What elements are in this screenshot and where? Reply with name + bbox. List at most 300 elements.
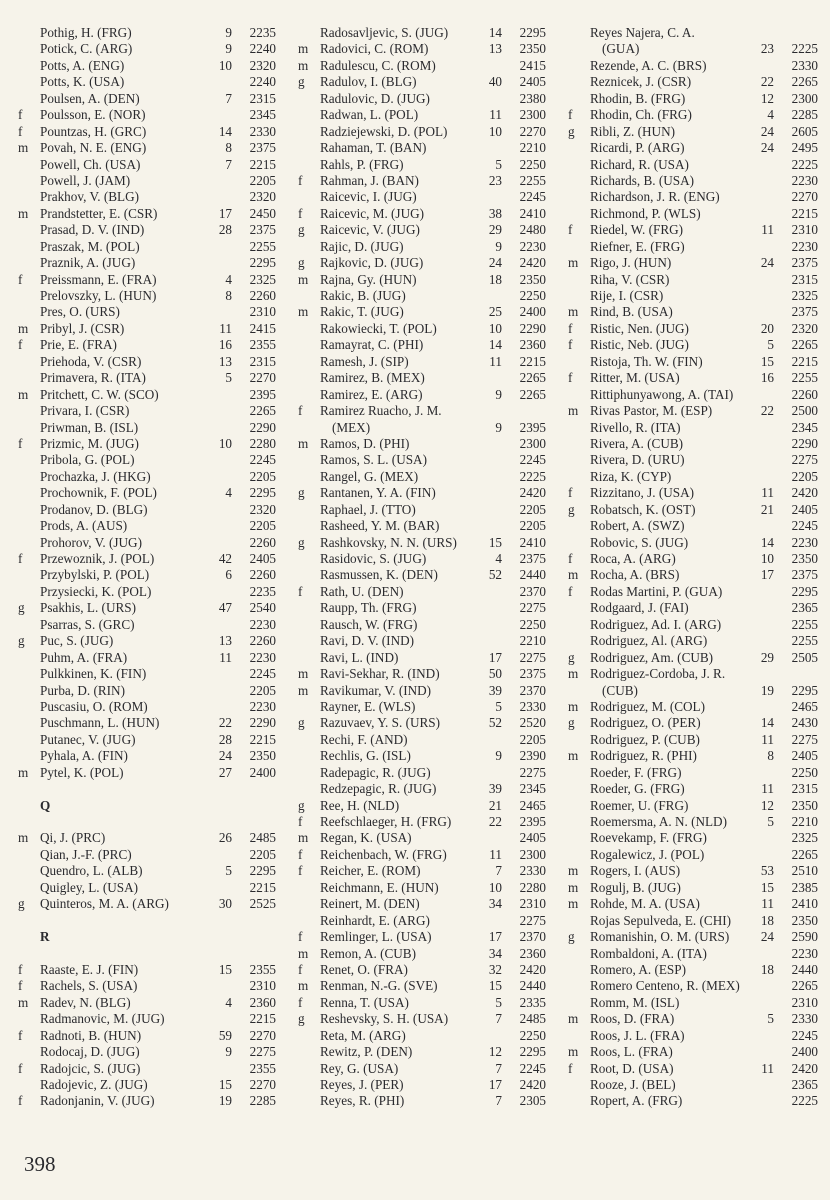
games-count: 7 <box>495 1093 502 1109</box>
rating: 2250 <box>519 1027 546 1043</box>
player-name: Rocha, A. (BRS) <box>590 567 680 583</box>
player-entry <box>298 798 546 814</box>
games-count: 5 <box>225 370 232 386</box>
rating: 2375 <box>249 222 276 238</box>
rating: 2415 <box>519 57 546 73</box>
player-entry <box>568 140 818 156</box>
player-entry <box>18 1093 276 1109</box>
player-entry <box>18 173 276 189</box>
player-entry <box>568 370 818 386</box>
player-entry <box>18 387 276 403</box>
player-entry <box>18 58 276 74</box>
player-name: Rodriguez, O. (PER) <box>590 715 701 731</box>
player-entry <box>298 91 546 107</box>
rating: 2400 <box>791 1044 818 1060</box>
games-count: 11 <box>761 731 774 747</box>
player-entry <box>298 337 546 353</box>
player-entry <box>568 1011 818 1027</box>
rating: 2250 <box>519 288 546 303</box>
title-prefix: m <box>568 879 579 895</box>
title-prefix: m <box>568 255 579 271</box>
player-name: Radepagic, R. (JUG) <box>320 764 431 780</box>
player-entry <box>568 272 818 288</box>
player-name: Radnoti, B. (HUN) <box>40 1027 142 1043</box>
rating: 2370 <box>519 682 546 698</box>
player-name: Ricardi, P. (ARG) <box>590 140 685 156</box>
player-name: Ritter, M. (USA) <box>590 370 680 386</box>
games-count: 17 <box>488 1077 502 1092</box>
games-count: 29 <box>488 222 502 238</box>
games-count: 34 <box>488 945 502 961</box>
player-name: Radziejewski, D. (POL) <box>320 123 448 139</box>
rating: 2270 <box>791 189 818 205</box>
player-entry <box>18 91 276 107</box>
games-count: 24 <box>760 929 774 945</box>
player-entry <box>298 502 546 518</box>
player-name: Pothig, H. (FRG) <box>40 25 132 40</box>
player-entry <box>568 847 818 863</box>
rating: 2310 <box>791 222 818 238</box>
rating: 2205 <box>519 518 546 534</box>
player-entry <box>298 157 546 173</box>
player-name: Raupp, Th. (FRG) <box>320 600 417 616</box>
title-prefix: m <box>298 271 309 287</box>
rating: 2345 <box>519 781 546 797</box>
player-entry <box>568 929 818 945</box>
rating: 2485 <box>519 1011 546 1027</box>
rating: 2320 <box>249 57 276 73</box>
rating: 2440 <box>791 961 818 977</box>
player-name: Roos, D. (FRA) <box>590 1011 675 1027</box>
player-entry <box>18 255 276 271</box>
player-name: Radwan, L. (POL) <box>320 107 419 123</box>
rating: 2295 <box>519 25 546 40</box>
title-prefix: m <box>568 666 579 682</box>
player-entry <box>568 798 818 814</box>
player-name: Ree, H. (NLD) <box>320 797 400 813</box>
player-name: Radovici, C. (ROM) <box>320 41 429 57</box>
player-name: Rodriguez, M. (COL) <box>590 698 706 714</box>
player-name: Rittiphunyawong, A. (TAI) <box>590 386 734 402</box>
player-entry <box>568 699 818 715</box>
column-1 <box>18 25 276 1110</box>
player-entry <box>568 222 818 238</box>
player-entry <box>18 140 276 156</box>
games-count: 22 <box>760 74 774 90</box>
rating: 2315 <box>249 90 276 106</box>
player-name: Rahaman, T. (BAN) <box>320 140 427 156</box>
title-prefix: m <box>18 764 29 780</box>
rating: 2510 <box>791 863 818 879</box>
rating: 2275 <box>519 649 546 665</box>
spacer <box>18 814 276 830</box>
player-name: Root, D. (USA) <box>590 1060 674 1076</box>
player-name: Richmond, P. (WLS) <box>590 205 701 221</box>
player-entry <box>298 666 546 682</box>
games-count: 11 <box>761 222 774 238</box>
title-prefix: m <box>568 896 579 912</box>
column-3 <box>568 25 818 1110</box>
player-name: Qi, J. (PRC) <box>40 830 106 846</box>
player-entry <box>568 124 818 140</box>
player-entry <box>18 765 276 781</box>
player-name: Richards, B. (USA) <box>590 172 695 188</box>
title-prefix: m <box>568 698 579 714</box>
rating: 2365 <box>791 1077 818 1092</box>
rating: 2270 <box>249 1077 276 1092</box>
games-count: 17 <box>488 929 502 945</box>
player-entry <box>298 781 546 797</box>
player-entry <box>298 107 546 123</box>
title-prefix: m <box>18 386 29 402</box>
rating: 2495 <box>791 140 818 156</box>
player-name: Przewoznik, J. (POL) <box>40 551 155 566</box>
player-entry <box>18 666 276 682</box>
player-name: Romanishin, O. M. (URS) <box>590 929 730 945</box>
games-count: 12 <box>488 1044 502 1060</box>
rating: 2525 <box>249 896 276 912</box>
games-count: 13 <box>218 353 232 369</box>
title-prefix: f <box>298 961 303 977</box>
player-name: Reta, M. (ARG) <box>320 1027 406 1043</box>
player-entry <box>568 107 818 123</box>
games-count: 18 <box>760 961 774 977</box>
player-name: Reichenbach, W. (FRG) <box>320 846 447 862</box>
title-prefix: m <box>298 978 309 994</box>
games-count: 24 <box>218 748 232 764</box>
player-name: Rhodin, Ch. (FRG) <box>590 107 692 123</box>
title-prefix: g <box>18 600 25 616</box>
player-name: Rakic, B. (JUG) <box>320 288 406 303</box>
player-entry <box>298 699 546 715</box>
player-name: Radulov, I. (BLG) <box>320 74 417 90</box>
player-entry <box>568 617 818 633</box>
games-count: 17 <box>760 567 774 583</box>
games-count: 23 <box>488 172 502 188</box>
player-name: Rakowiecki, T. (POL) <box>320 320 437 336</box>
games-count: 53 <box>760 863 774 879</box>
rating: 2365 <box>791 600 818 616</box>
rating: 2265 <box>791 978 818 994</box>
rating: 2315 <box>791 271 818 287</box>
games-count: 14 <box>760 715 774 731</box>
rating: 2290 <box>791 435 818 451</box>
games-count: 8 <box>225 288 232 303</box>
title-prefix: g <box>568 501 575 517</box>
player-name: Prods, A. (AUS) <box>40 518 128 534</box>
player-name: Rasmussen, K. (DEN) <box>320 567 438 583</box>
player-entry <box>568 1093 818 1109</box>
player-entry <box>18 222 276 238</box>
player-entry <box>18 715 276 731</box>
player-entry <box>568 1077 818 1093</box>
player-name: Quigley, L. (USA) <box>40 879 139 895</box>
player-name: Renna, T. (USA) <box>320 994 409 1010</box>
rating: 2420 <box>519 255 546 271</box>
player-entry <box>568 962 818 978</box>
player-entry <box>18 683 276 699</box>
player-entry <box>568 469 818 485</box>
player-name: Rodriguez, Ad. I. (ARG) <box>590 616 722 632</box>
title-prefix: m <box>18 830 29 846</box>
player-name: Radmanovic, M. (JUG) <box>40 1011 165 1027</box>
title-prefix: m <box>568 567 579 583</box>
player-name: Remon, A. (CUB) <box>320 945 416 961</box>
games-count: 11 <box>761 1060 774 1076</box>
spacer <box>18 913 276 929</box>
player-name: Powell, J. (JAM) <box>40 172 131 188</box>
player-name: Roeder, G. (FRG) <box>590 781 685 797</box>
rating: 2275 <box>519 600 546 616</box>
rating: 2225 <box>791 41 818 57</box>
rating: 2400 <box>519 304 546 320</box>
player-entry <box>18 206 276 222</box>
player-entry <box>18 157 276 173</box>
rating: 2245 <box>791 518 818 534</box>
player-name: Rodas Martini, P. (GUA) <box>590 583 723 599</box>
player-entry-continuation <box>568 683 818 699</box>
rating: 2420 <box>519 1077 546 1092</box>
rating: 2215 <box>249 879 276 895</box>
player-name: Psarras, S. (GRC) <box>40 616 135 632</box>
player-name: Redzepagic, R. (JUG) <box>320 781 437 797</box>
title-prefix: f <box>298 583 303 599</box>
games-count: 22 <box>218 715 232 731</box>
rating: 2265 <box>519 370 546 386</box>
title-prefix: f <box>298 863 303 879</box>
player-name: Ristic, Nen. (JUG) <box>590 320 689 336</box>
player-name: Pytel, K. (POL) <box>40 764 124 780</box>
rating: 2395 <box>519 419 546 435</box>
title-prefix: f <box>568 551 573 566</box>
games-count: 26 <box>218 830 232 846</box>
player-entry <box>298 617 546 633</box>
player-name: Reinert, M. (DEN) <box>320 896 420 912</box>
rating: 2405 <box>791 501 818 517</box>
player-entry <box>298 272 546 288</box>
player-entry <box>298 748 546 764</box>
player-entry <box>18 518 276 534</box>
player-name: Roos, J. L. (FRA) <box>590 1027 685 1043</box>
player-name: Poulsen, A. (DEN) <box>40 90 140 106</box>
player-name: Ravi-Sekhar, R. (IND) <box>320 666 440 682</box>
player-entry <box>298 1093 546 1109</box>
title-prefix: f <box>568 370 573 386</box>
player-name: Potick, C. (ARG) <box>40 41 133 57</box>
player-name: Ribli, Z. (HUN) <box>590 123 675 139</box>
games-count: 11 <box>761 896 774 912</box>
spacer <box>18 781 276 797</box>
rating: 2320 <box>249 501 276 517</box>
rating: 2400 <box>249 764 276 780</box>
rating: 2250 <box>519 616 546 632</box>
rating: 2410 <box>791 896 818 912</box>
games-count: 24 <box>760 140 774 156</box>
rating: 2410 <box>519 205 546 221</box>
rating: 2235 <box>249 583 276 599</box>
rating: 2285 <box>791 107 818 123</box>
rating: 2440 <box>519 978 546 994</box>
rating: 2355 <box>249 1060 276 1076</box>
player-name: Priehoda, V. (CSR) <box>40 353 142 369</box>
player-entry <box>298 600 546 616</box>
title-prefix: g <box>298 222 305 238</box>
player-entry <box>568 288 818 304</box>
rating: 2275 <box>791 731 818 747</box>
player-name: Rodriguez, P. (CUB) <box>590 731 700 747</box>
player-entry <box>568 995 818 1011</box>
rating: 2265 <box>791 846 818 862</box>
games-count: 9 <box>225 1044 232 1060</box>
rating: 2255 <box>791 633 818 649</box>
player-entry <box>18 337 276 353</box>
games-count: 14 <box>760 534 774 550</box>
player-entry <box>298 124 546 140</box>
games-count: 30 <box>218 896 232 912</box>
player-name: Rashkovsky, N. N. (URS) <box>320 534 457 550</box>
rating: 2255 <box>519 172 546 188</box>
games-count: 10 <box>488 320 502 336</box>
player-name: Ristoja, Th. W. (FIN) <box>590 353 703 369</box>
title-prefix: m <box>568 1011 579 1027</box>
games-count: 59 <box>218 1027 232 1043</box>
rating: 2205 <box>519 501 546 517</box>
title-prefix: f <box>568 337 573 353</box>
games-count: 52 <box>488 715 502 731</box>
games-count: 7 <box>495 1060 502 1076</box>
games-count: 18 <box>760 912 774 928</box>
player-entry <box>568 518 818 534</box>
games-count: 15 <box>218 1077 232 1092</box>
player-name: Radojcic, S. (JUG) <box>40 1060 141 1076</box>
title-prefix: f <box>18 107 23 123</box>
rating: 2350 <box>249 748 276 764</box>
rating: 2265 <box>791 74 818 90</box>
player-name: Ristic, Neb. (JUG) <box>590 337 689 353</box>
player-name: (MEX) <box>332 419 371 435</box>
player-name: Psakhis, L. (URS) <box>40 600 136 616</box>
rating: 2350 <box>791 551 818 566</box>
player-name: Radev, N. (BLG) <box>40 994 131 1010</box>
rating: 2405 <box>519 830 546 846</box>
player-entry <box>298 863 546 879</box>
rating: 2350 <box>791 797 818 813</box>
rating: 2540 <box>249 600 276 616</box>
player-name: Rantanen, Y. A. (FIN) <box>320 485 436 501</box>
player-name: Riza, K. (CYP) <box>590 468 672 484</box>
games-count: 24 <box>488 255 502 271</box>
rating: 2215 <box>249 731 276 747</box>
games-count: 9 <box>495 386 502 402</box>
rating: 2440 <box>519 567 546 583</box>
player-entry <box>18 403 276 419</box>
player-name: Ravikumar, V. (IND) <box>320 682 432 698</box>
title-prefix: m <box>568 1044 579 1060</box>
title-prefix: f <box>18 551 23 566</box>
rating: 2505 <box>791 649 818 665</box>
title-prefix: f <box>568 1060 573 1076</box>
player-entry <box>568 814 818 830</box>
games-count: 7 <box>495 863 502 879</box>
player-entry <box>18 469 276 485</box>
games-count: 50 <box>488 666 502 682</box>
rating: 2355 <box>249 337 276 353</box>
rating: 2260 <box>791 386 818 402</box>
rating: 2210 <box>519 140 546 156</box>
player-name: Rogulj, B. (JUG) <box>590 879 681 895</box>
rating: 2375 <box>249 140 276 156</box>
rating: 2245 <box>519 452 546 468</box>
player-name: Puhm, A. (FRA) <box>40 649 128 665</box>
player-entry <box>18 124 276 140</box>
rating: 2295 <box>791 682 818 698</box>
player-entry <box>568 830 818 846</box>
player-entry <box>18 1011 276 1027</box>
player-entry <box>568 748 818 764</box>
rating: 2260 <box>249 534 276 550</box>
player-name: Rasheed, Y. M. (BAR) <box>320 518 440 534</box>
games-count: 19 <box>218 1093 232 1109</box>
rating: 2260 <box>249 288 276 303</box>
rating: 2520 <box>519 715 546 731</box>
section-header <box>18 929 276 945</box>
games-count: 8 <box>225 140 232 156</box>
games-count: 21 <box>488 797 502 813</box>
games-count: 8 <box>767 748 774 764</box>
rating: 2375 <box>791 567 818 583</box>
games-count: 6 <box>225 567 232 583</box>
player-name: Robert, A. (SWZ) <box>590 518 685 534</box>
rating: 2290 <box>519 320 546 336</box>
games-count: 24 <box>760 255 774 271</box>
player-entry <box>568 452 818 468</box>
player-name: Prochownik, F. (POL) <box>40 485 157 501</box>
player-entry <box>18 502 276 518</box>
rating: 2590 <box>791 929 818 945</box>
games-count: 29 <box>760 649 774 665</box>
player-entry <box>568 715 818 731</box>
player-entry <box>298 946 546 962</box>
player-name: Prizmic, M. (JUG) <box>40 435 139 451</box>
player-name: Puscasiu, O. (ROM) <box>40 698 148 714</box>
title-prefix: f <box>18 271 23 287</box>
games-count: 15 <box>760 879 774 895</box>
player-entry <box>18 354 276 370</box>
rating: 2420 <box>791 1060 818 1076</box>
title-prefix: f <box>568 107 573 123</box>
player-name: Powell, Ch. (USA) <box>40 156 141 172</box>
rating: 2205 <box>249 846 276 862</box>
title-prefix: g <box>568 123 575 139</box>
games-count: 24 <box>760 123 774 139</box>
title-prefix: g <box>298 74 305 90</box>
rating: 2235 <box>249 25 276 40</box>
rating: 2245 <box>249 666 276 682</box>
player-entry <box>298 1077 546 1093</box>
player-name: Praznik, A. (JUG) <box>40 255 136 271</box>
player-entry <box>298 978 546 994</box>
player-entry <box>18 420 276 436</box>
player-entry <box>568 781 818 797</box>
games-count: 5 <box>767 1011 774 1027</box>
rating: 2405 <box>249 551 276 566</box>
games-count: 15 <box>218 961 232 977</box>
player-name: Prochazka, J. (HKG) <box>40 468 151 484</box>
player-entry <box>568 354 818 370</box>
games-count: 13 <box>218 633 232 649</box>
player-name: Ravi, D. V. (IND) <box>320 633 415 649</box>
player-name: Reinhardt, E. (ARG) <box>320 912 430 928</box>
